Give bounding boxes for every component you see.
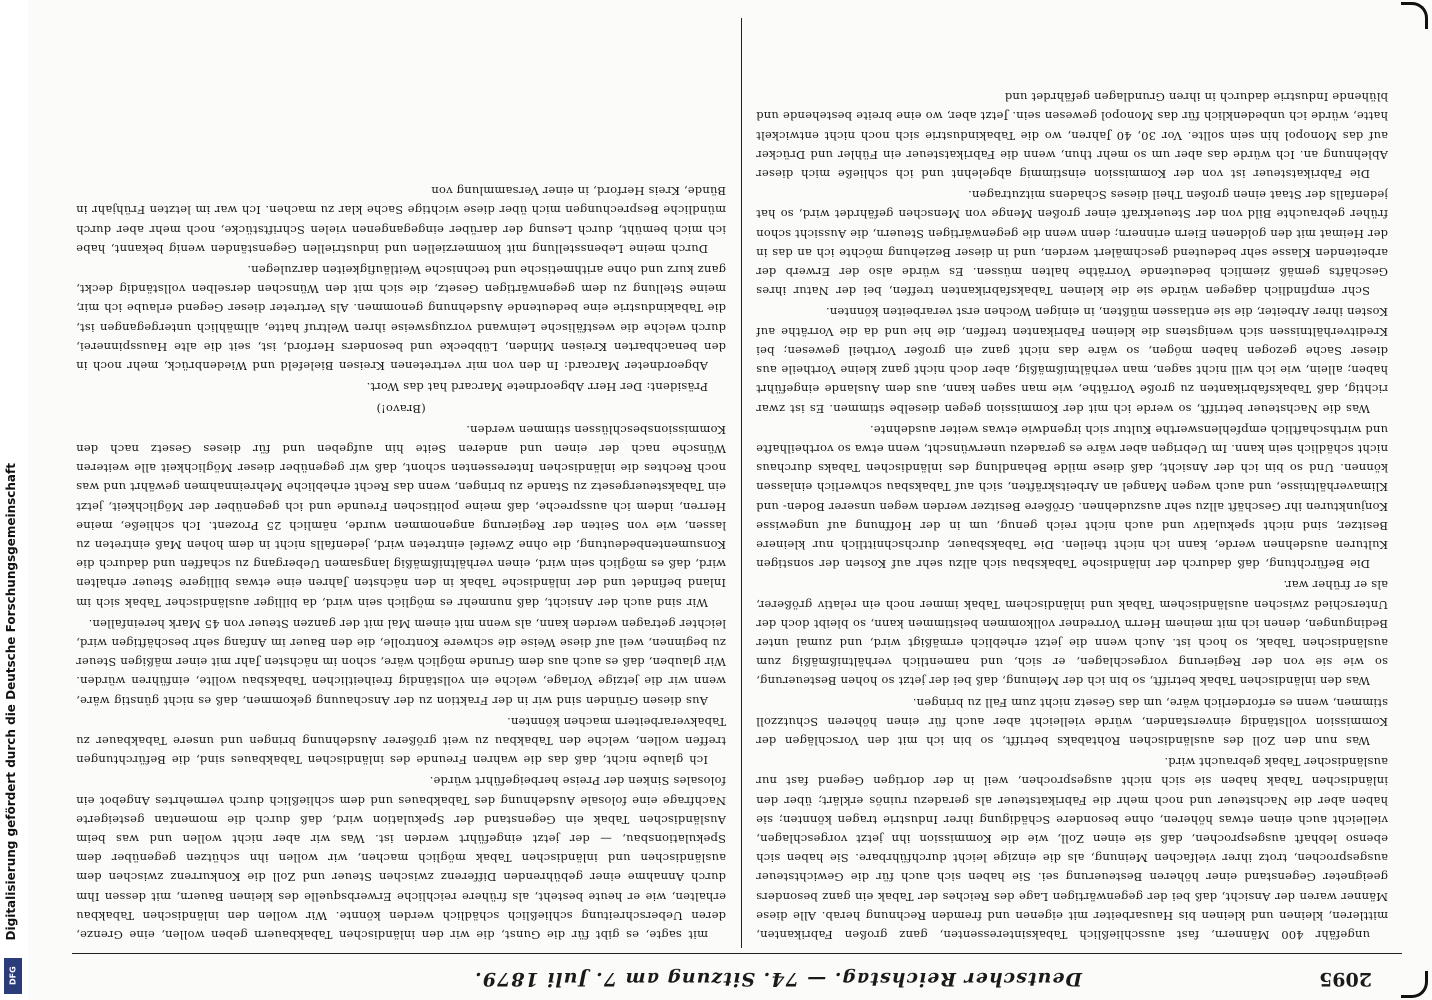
paragraph: Schr empfindlich dagegen würde sie die kleinen Tabaksfabrikanten treffen, bei der Natur ihres Geschäfts gemäß ziemlich bedeutende Vorräthe halten müssen. Es würde also der Erwerb der arbeitenden Klasse sehr bedeutend geschmälert werden, und in dieser Beziehung möchte ich an das in der Heimat mit den goldenen Eiern erinnern; denn wenn die gegenwärtigen Steuern, die Aussicht schon früher gebrauchte Bild von der Steuerkraft einer großen Menge von Menschen gefährdet wird, so hat jedenfalls der Staat einen großen Theil dieses Schadens mitzutragen. <box>756 188 1388 299</box>
paragraph: Was nun den Zoll des ausländischen Rohtabaks betrifft, so bin ich mit den Vorschlägen der Kommission vollständig einverstanden, würde vielleicht aber auch für einen höheren Schutzzoll stimmen, wenn es erforderlich wäre, um das Gesetz nicht zum Fall zu bringen. <box>756 695 1388 748</box>
paragraph: Aus diesen Gründen sind wir in der Fraktion zu der Anschauung gekommen, daß es nicht günstig wäre, wenn wir die jetzige Vorlage, welche ein vollständig freiheitlichen Tabaksbau wollte, einführen würden. Wir glauben, daß es auch aus dem Grunde möglich wäre, schon im nächsten Jahr mit einer mäßigen Steuer zu beginnen, weil auf diese Weise die schwere Kontrolle, die den Bauer im Anfang sehr beschäftigen wird, leichter getragen werden kann, als wenn mit einem Mal mit der ganzen Steuer von 45 Mark hereinfallen. <box>76 616 726 708</box>
running-title: Deutscher Reichstag. — 74. Sitzung am 7. Juli 1879. <box>474 968 1082 990</box>
column-divider <box>741 18 742 948</box>
rotated-page-content <box>28 0 1432 1000</box>
page-header <box>88 954 1372 994</box>
paragraph: Was die Nachsteuer betrifft, so werde ich mit der Kommission gegen dieselbe stimmen. Es ist zwar richtig, daß Tabaksfabrikanten zu große Vorräthe, wie man sagen kann, aus dem Auslande eingeführt haben; allein, wie ich will nicht sagen, man verhältnißmäßig, aber doch nicht ganz kleine Vortheile aus dieser Sache gezogen haben mögen, so wäre das nicht ganz ein großer Vortheil gewesen; bei Kreditverhältnissen sich wenigstens die kleinen Fabrikanten treffen, die hie und da die Vorräthe auf Kosten ihrer Arbeiter, die sie entlassen müßten, in einigen Wochen erst verarbeiten könnten. <box>756 305 1388 416</box>
paragraph: ungefähr 400 Männern, fast ausschließlich Tabaksinteressenten, ganz großen Fabrikanten, mittleren, kleinen und kleinen bis Hausarbeiter mit eigenen und fremden Rechnung herab. Alle diese Männer waren der Ansicht, daß bei der gegenwärtigen Lage des Reiches der Tabak ein ganz besonders geeigneter Gegenstand einer höheren Besteuerung sei. Sie haben sich auch für die Gewichtsteuer ausgesprochen, trotz ihrer vielfachen Meinung, als die einzige leicht durchführbare. Sie haben sich ebenso lebhaft ausgesprochen, daß sie einen Zoll, wie die Kommission ihn jetzt vorgeschlagen, vielleicht auch einen etwas höheren, ohne besondere Schädigung ihrer Industrie tragen könnten; sie haben aber die Nachsteuer und noch mehr die Fabrikatsteuer als geradezu ruinös erklärt; über den inländischen Tabak haben sie sich nicht ausgesprochen, weil in der dortigen Gegend fast nur ausländischer Tabak gebraucht wird. <box>756 755 1388 942</box>
paragraph: Wir sind auch der Ansicht, daß nunmehr es möglich sein wird, da billiger ausländischer Tabak sich im Inland befindet und der inländische Tabak in den nächsten Jahren eine etwas billigere Steuer erhalten wird, daß es möglich sein wird, einen verhältnißmäßig langsamen Uebergang zu schaffen und dadurch die Konsumentenbedeutung, die ohne Zweifel eintreten wird, jedenfalls nicht in dem hohen Maß eintreten zu lassen, wie von Seiten der Regierung angenommen wurde, nämlich 25 Prozent. Ich schließe, meine Herren, indem ich ausspreche, daß meine politischen Freunde und ich gegenüber der Möglichkeit, jetzt ein Tabaksteuergesetz zu Stande zu bringen, wenn das Recht erhebliche Mehreinnahmen gewährt und was noch Rechtes die inländischen Interessenten schont, daß wir gegenüber dieser Möglichkeit alle weiteren Wünsche nach der einen und anderen Seite hin aufgeben und für dieses Gesetz nach den Kommissionsbeschlüssen stimmen werden. <box>76 422 726 610</box>
document-page <box>28 0 1432 1000</box>
paragraph: Ich glaube nicht, daß das die wahren Freunde des inländischen Tabakbaues sind, die Befürchtungen treffen wollen, welche den Tabakbau zu weit größerer Ausdehnung bringen und unsere Tabakbauer zu Tabakverarbeitern machen könnten. <box>76 714 726 768</box>
paragraph: mit sagte, es gibt für die Gunst, die wir den inländischen Tabakbauern geben wollen, eine Grenze, deren Ueberschreitung schließlich schädlich werden könnte. Wir wollen den inländischen Tabakbau erhalten, wie er heute besteht, als frühere reichliche Erwerbsquelle des kleinen Bauern, mit dessen Ihm durch Annahme einer gebührenden Differenz zwischen Steuer und Zoll die Konkurrenz zwischen dem ausländischen und inländischen Tabak möglich machen, wir wollen ihn schützen gegenüber dem Spekulationsbau, — der jetzt eingeführt werden ist. Was wir aber nicht wollen und was beim Ausländischen Tabak ein Gegenstand der Spekulation wird, daß durch die momentan gesteigerte Nachfrage eine folosale Ausdehnung des Tabakbaues und dem schließlich durch vermehrtes Angebot ein folosales Sinken der Preise herbeigeführt würde. <box>76 774 726 942</box>
paragraph: Durch meine Lebensstellung mit kommerziellen und industriellen Gegenständen wenig bekannt, habe ich mich bemüht, durch Lesung der darüber eingegangenen vielen Schriftstücke, noch mehr aber durch mündliche Besprechungen mich über diese wichtige Sache klar zu machen. Ich war im letzten Frühjahr in Bünde, Kreis Herford, in einer Versammlung von <box>76 184 726 256</box>
paragraph: Die Fabrikatsteuer ist von der Kommission einstimmig abgelehnt und ich schließe mich dieser Ablehnung an. Ich würde das aber um so mehr thun, wenn die Fabrikatsteuer ein Fühler und Drücker auf das Monopol hin sein sollte. Vor 30, 40 Jahren, wo die Tabakindustrie sich noch nicht entwickelt hatte, würde ich unbedenklich für das Monopol gewesen sein. Jetzt aber, wo eine breite bestehende und blühende Industrie dadurch in ihren Grundlagen gefährdet und <box>756 90 1388 182</box>
digitization-credit-strip <box>0 0 28 1000</box>
text-column-right <box>756 14 1388 944</box>
digitization-credit <box>0 0 28 1000</box>
page-number: 2095 <box>1319 968 1372 990</box>
header-rule <box>72 953 1402 954</box>
president-statement: Präsident: Der Herr Abgeordnete Marcard hat das Wort. <box>366 380 708 395</box>
applause-note: (Bravo!) <box>376 401 426 416</box>
footer-credit-text: Digitalisierung gefördert durch die Deutsche Forschungsgemeinschaft <box>4 462 18 940</box>
text-column-left <box>76 14 726 944</box>
paragraph: Was den inländischen Tabak betrifft, so bin ich der Meinung, daß bei der jetzt so hohen Besteuerung, so wie sie von der Regierung vorgeschlagen, er sich, und namentlich verhältnißmäßig zum ausländischen Tabak, so hoch ist. Auch wenn die jetzt erheblich ermäßigt wird, und zumal unter Bedingungen, denen ich mit meinem Herrn Vorredner vollkommen beistimmen kann, so bleibt doch der Unterschied zwischen ausländischem Tabak und inländischem Tabak immer noch ein relativ größerer, als er früher war. <box>756 578 1388 689</box>
paragraph: Abgeordneter Marcard: In den von mir vertretenen Kreisen Bielefeld und Wiedenbrück, mehr noch in den benachbarten Kreisen Minden, Lübbecke und besonders Herford, ist, seit die alte Hausspinnerei, durch welche die westfälische Leinwand vorzugsweise ihren Weltruf hatte, allmählich untergegangen ist, die Tabakindustrie eine bedeutende Ausdehnung genommen. Als Vertreter dieser Gegend erlaube ich mir, meine Stellung zu dem gegenwärtigen Gesetz, die sich mit den Wünschen derselben vollständig deckt, ganz kurz und ohne arithmetische und technische Weitläufigkeiten darzulegen. <box>76 263 726 374</box>
dfg-logo: DFG <box>4 958 22 994</box>
paragraph: Die Befürchtung, daß dadurch der inländische Tabaksbau sich allzu sehr auf Kosten der sonstigen Kulturen ausdehnen werde, kann ich nicht theilen. Die Tabaksbauer, durchschnittlich nur kleinere Besitzer, sind nicht spekulativ und auch nicht reich genug, um in der Hoffnung auf ungewisse Konjunkturen ihr Geschäft allzu sehr auszudehnen. Größere Besitzer werden wegen unserer Boden- und Klimaverhältnisse, und auch wegen Mangel an Arbeitskräften, sich auf Tabaksbau schwerlich einlassen können. Und so bin ich der Ansicht, daß diese milde Behandlung des inländischen Tabaks durchaus nicht schädlich sein kann. Im Uebrigen aber wäre es geradezu unerwünscht, wenn etwa so vortheilhafte und wirthschaftlich empfehlenswerthe Kultur sich irgendwie etwas weiter ausdehnte. <box>756 422 1388 572</box>
